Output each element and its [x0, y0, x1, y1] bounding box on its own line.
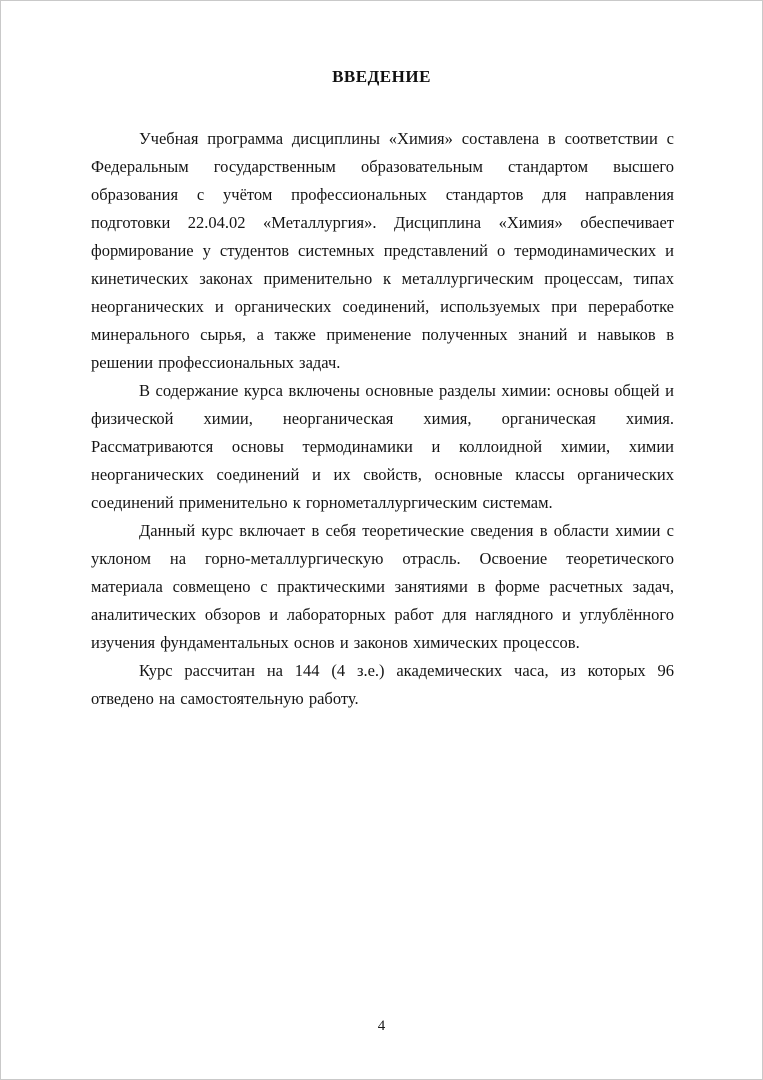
paragraph-course-content: В содержание курса включены основные разделы химии: основы общей и физической химии, неорганическая химия, органическая химия. Рассматриваются основы термодинамики и коллоидной химии, химии неорганических соединений и их свойств, основные классы органических соединений применительно к горнометаллургическим системам.	[91, 381, 674, 512]
paragraph-course-focus: Данный курс включает в себя теоретические сведения в области химии с уклоном на горно-металлургическую отрасль. Освоение теоретического материала совмещено с практическими занятиями в форме расчетных задач, аналитических обзоров и лабораторных работ для наглядного и углублённого изучения фундаментальных основ и законов химических процессов.	[91, 521, 674, 652]
paragraph-intro: Учебная программа дисциплины «Химия» составлена в соответствии с Федеральным государственным образовательным стандартом высшего образования с учётом профессиональных стандартов для направления подготовки 22.04.02 «Металлургия». Дисциплина «Химия» обеспечивает формирование у студентов системных представлений о термодинамических и кинетических законах применительно к металлургическим процессам, типах неорганических и органических соединений, используемых при переработке минерального сырья, а также применение полученных знаний и навыков в решении профессиональных задач.	[91, 129, 674, 372]
paragraph-course-hours: Курс рассчитан на 144 (4 з.е.) академических часа, из которых 96 отведено на самостоятельную работу.	[91, 661, 674, 708]
document-body	[91, 125, 674, 713]
page-title: ВВЕДЕНИЕ	[332, 67, 431, 86]
page-number: 4	[377, 1018, 386, 1034]
